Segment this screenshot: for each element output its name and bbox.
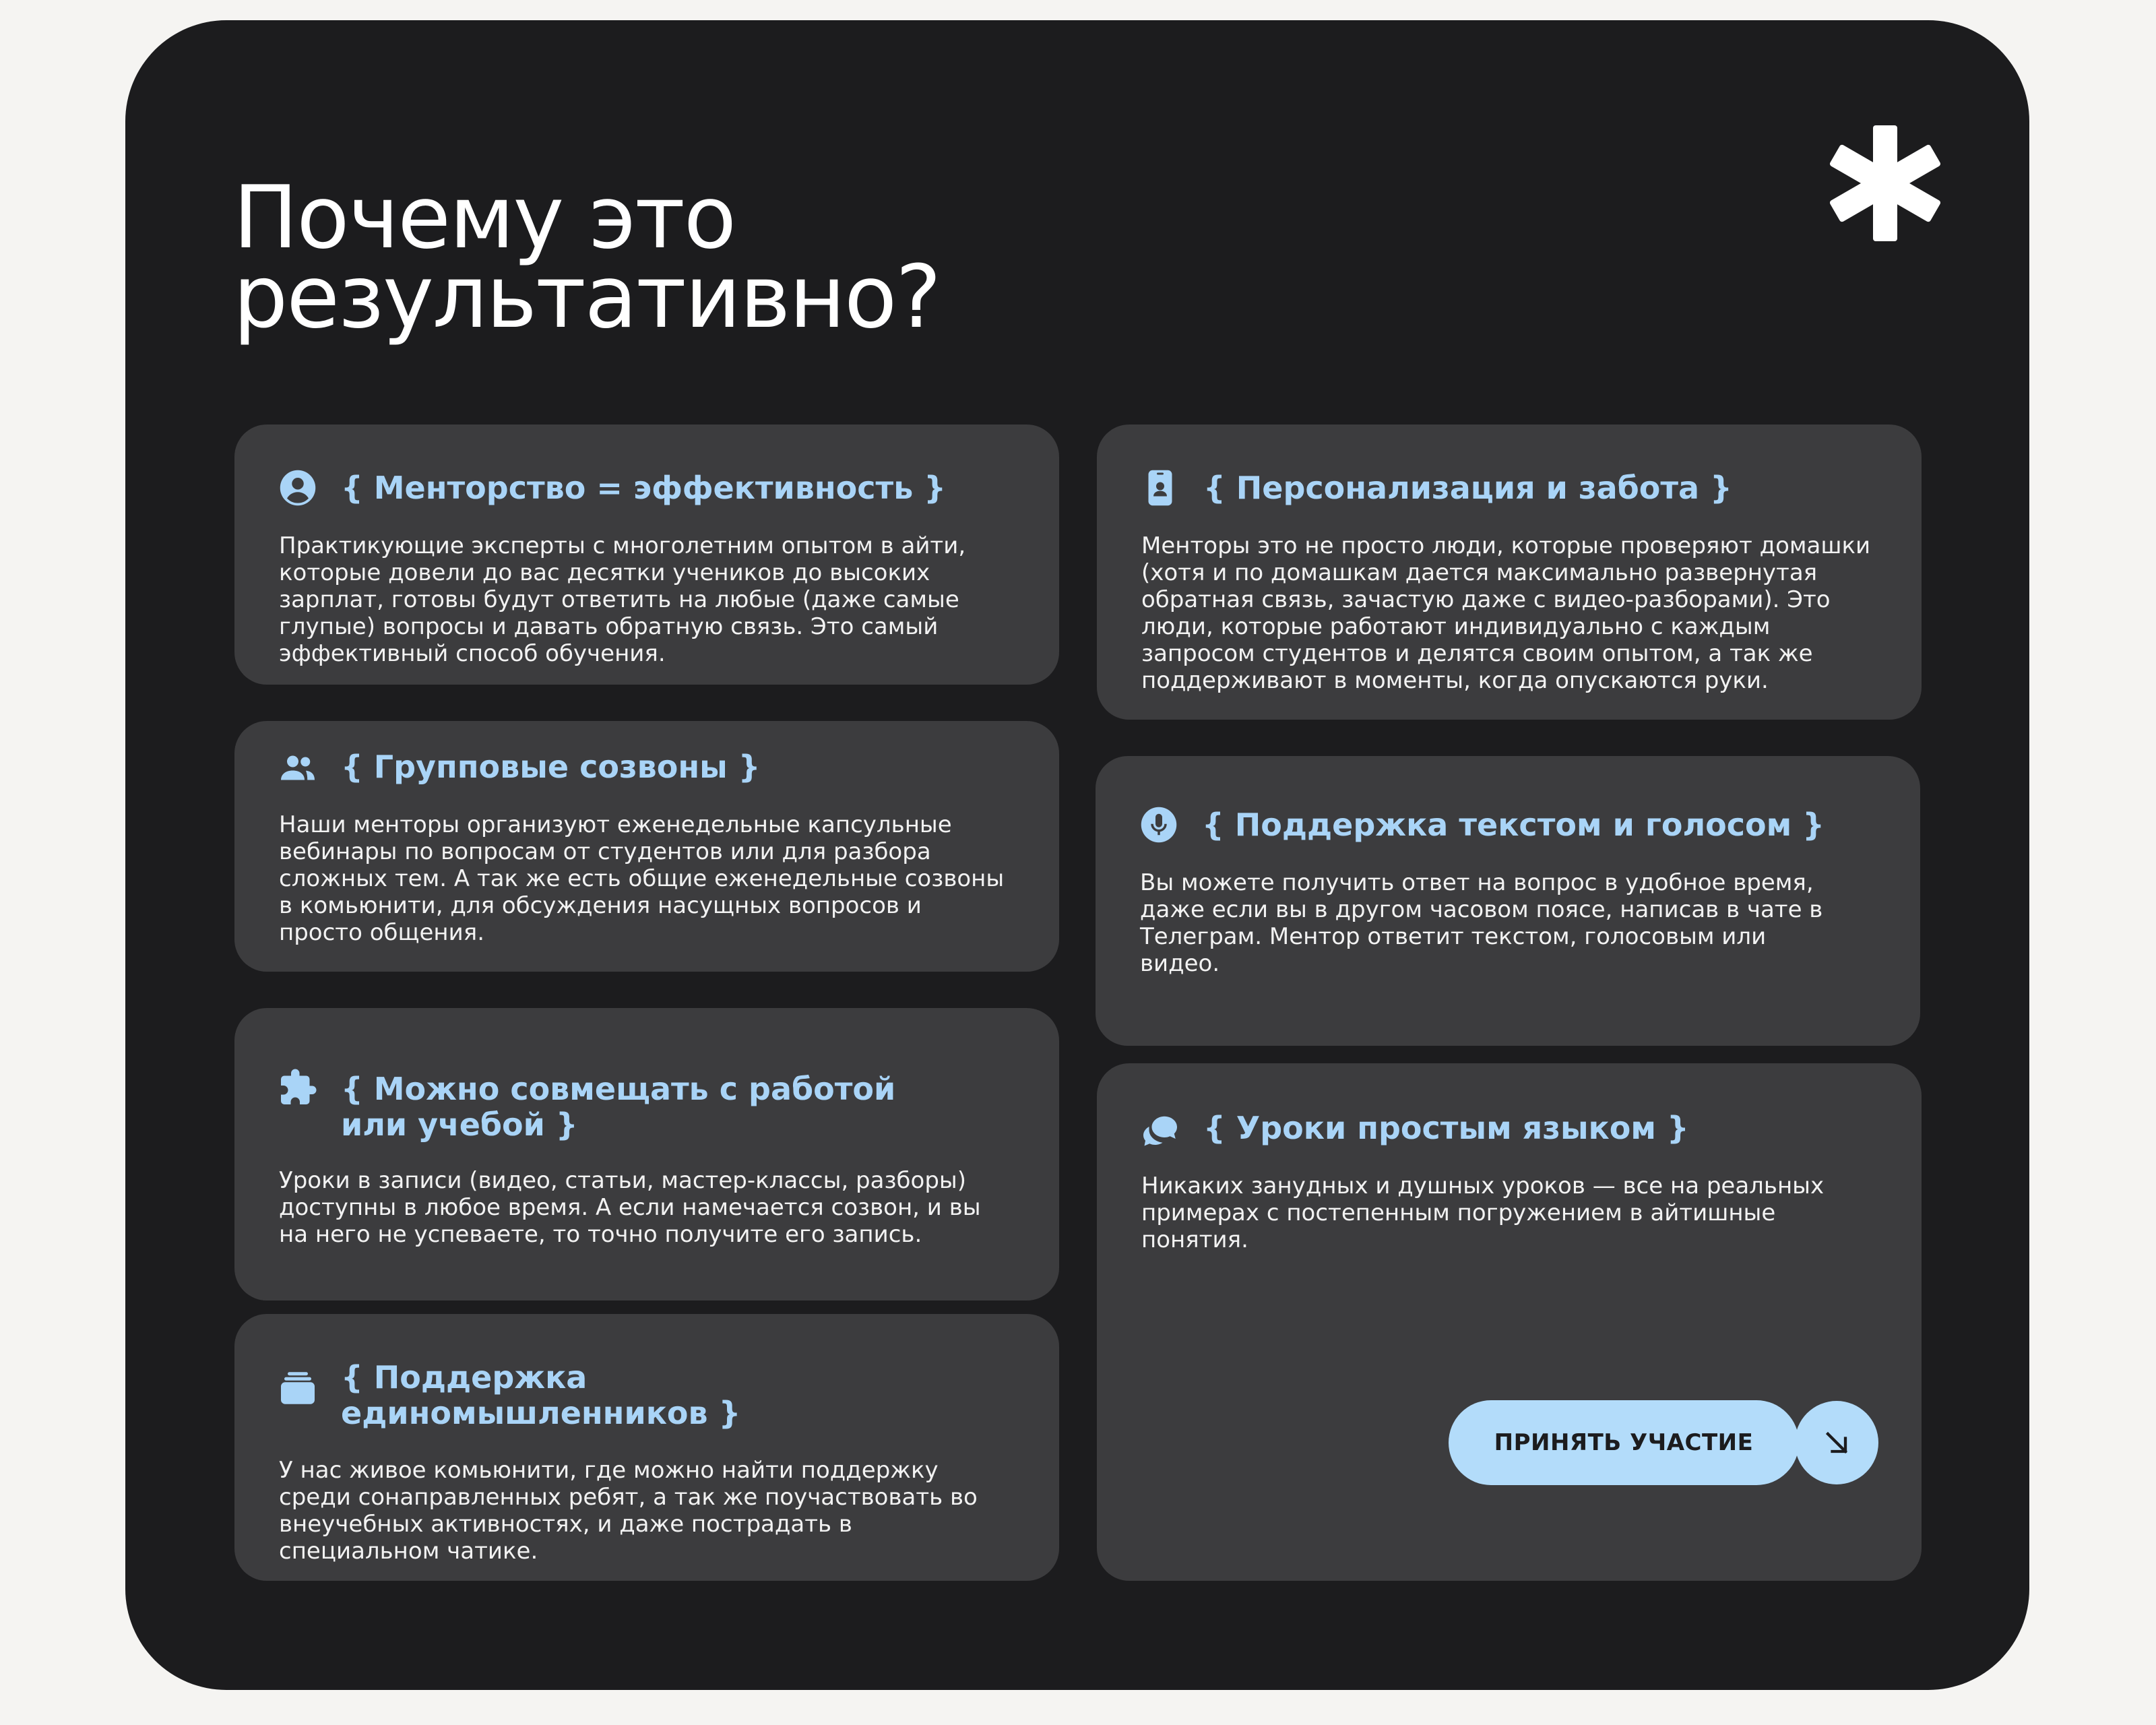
phone-contact-icon (1140, 468, 1180, 508)
feature-card-support (1096, 756, 1920, 1046)
puzzle-icon (278, 1067, 318, 1108)
chat-bubbles-icon (1140, 1110, 1180, 1151)
feature-title: { Поддержка единомышленников } (341, 1359, 741, 1431)
feature-description: Менторы это не просто люди, которые проверяют домашки (хотя и по домашкам дается максимально развернутая обратная связь, зачастую даже с видео-разборами). Это люди, которые работают индивидуально с каждым запросом студентов и делятся своим опытом, а так же поддерживают в моменты, когда опускаются руки. (1141, 532, 1871, 694)
feature-card-mentorship (234, 425, 1059, 685)
feature-description: Практикующие эксперты с многолетним опытом в айти, которые довели до вас десятки учеников до высоких зарплат, готовы будут ответить на любые (даже самые глупые) вопросы и давать обратную связь. Это самый эффективный способ обучения. (279, 532, 966, 667)
feature-card-personalization (1097, 425, 1922, 720)
feature-description: Вы можете получить ответ на вопрос в удобное время, даже если вы в другом часовом поясе, написав в чате в Телеграм. Ментор ответит текстом, голосовым или видео. (1140, 869, 1823, 977)
asterisk-icon (1825, 123, 1946, 244)
feature-card-combine (234, 1008, 1059, 1300)
feature-title: { Поддержка текстом и голосом } (1202, 807, 1825, 843)
feature-title: { Можно совмещать с работой или учебой } (341, 1071, 896, 1143)
feature-title: { Персонализация и забота } (1203, 470, 1732, 506)
arrow-down-right-icon[interactable] (1795, 1401, 1878, 1484)
page-title-line-1: Почему это (233, 168, 736, 268)
feature-card-community (234, 1314, 1059, 1581)
feature-description: Уроки в записи (видео, статьи, мастер-классы, разборы) доступны в любое время. А если намечается созвон, и вы на него не успеваете, то точно получите его запись. (279, 1167, 981, 1248)
participate-button[interactable] (1449, 1400, 1880, 1485)
feature-description: Никаких занудных и душных уроков — все на реальных примерах с постепенным погружением в айтишные понятия. (1141, 1172, 1825, 1253)
page-title-line-2: результативно? (233, 247, 941, 348)
feature-card-group-calls (234, 721, 1059, 972)
page-title (233, 168, 941, 348)
user-circle-icon (278, 468, 318, 508)
feature-title: { Менторство = эффективность } (341, 470, 947, 506)
feature-description: Наши менторы организуют еженедельные капсульные вебинары по вопросам от студентов или для разбора сложных тем. А так же есть общие еженедельные созвоны в комьюнити, для обсуждения насущных вопросов и просто общения. (279, 811, 1005, 946)
microphone-icon (1139, 805, 1179, 845)
feature-card-simple-language (1097, 1063, 1922, 1581)
participate-button-label[interactable]: ПРИНЯТЬ УЧАСТИЕ (1449, 1400, 1799, 1485)
feature-title: { Уроки простым языком } (1203, 1110, 1689, 1146)
feature-title: { Групповые созвоны } (341, 749, 761, 785)
group-icon (278, 748, 318, 788)
feature-description: У нас живое комьюнити, где можно найти поддержку среди сонаправленных ребят, а так же поучаствовать во внеучебных активностях, и даже пострадать в специальном чатике. (279, 1457, 978, 1565)
inbox-stack-icon (278, 1368, 318, 1408)
